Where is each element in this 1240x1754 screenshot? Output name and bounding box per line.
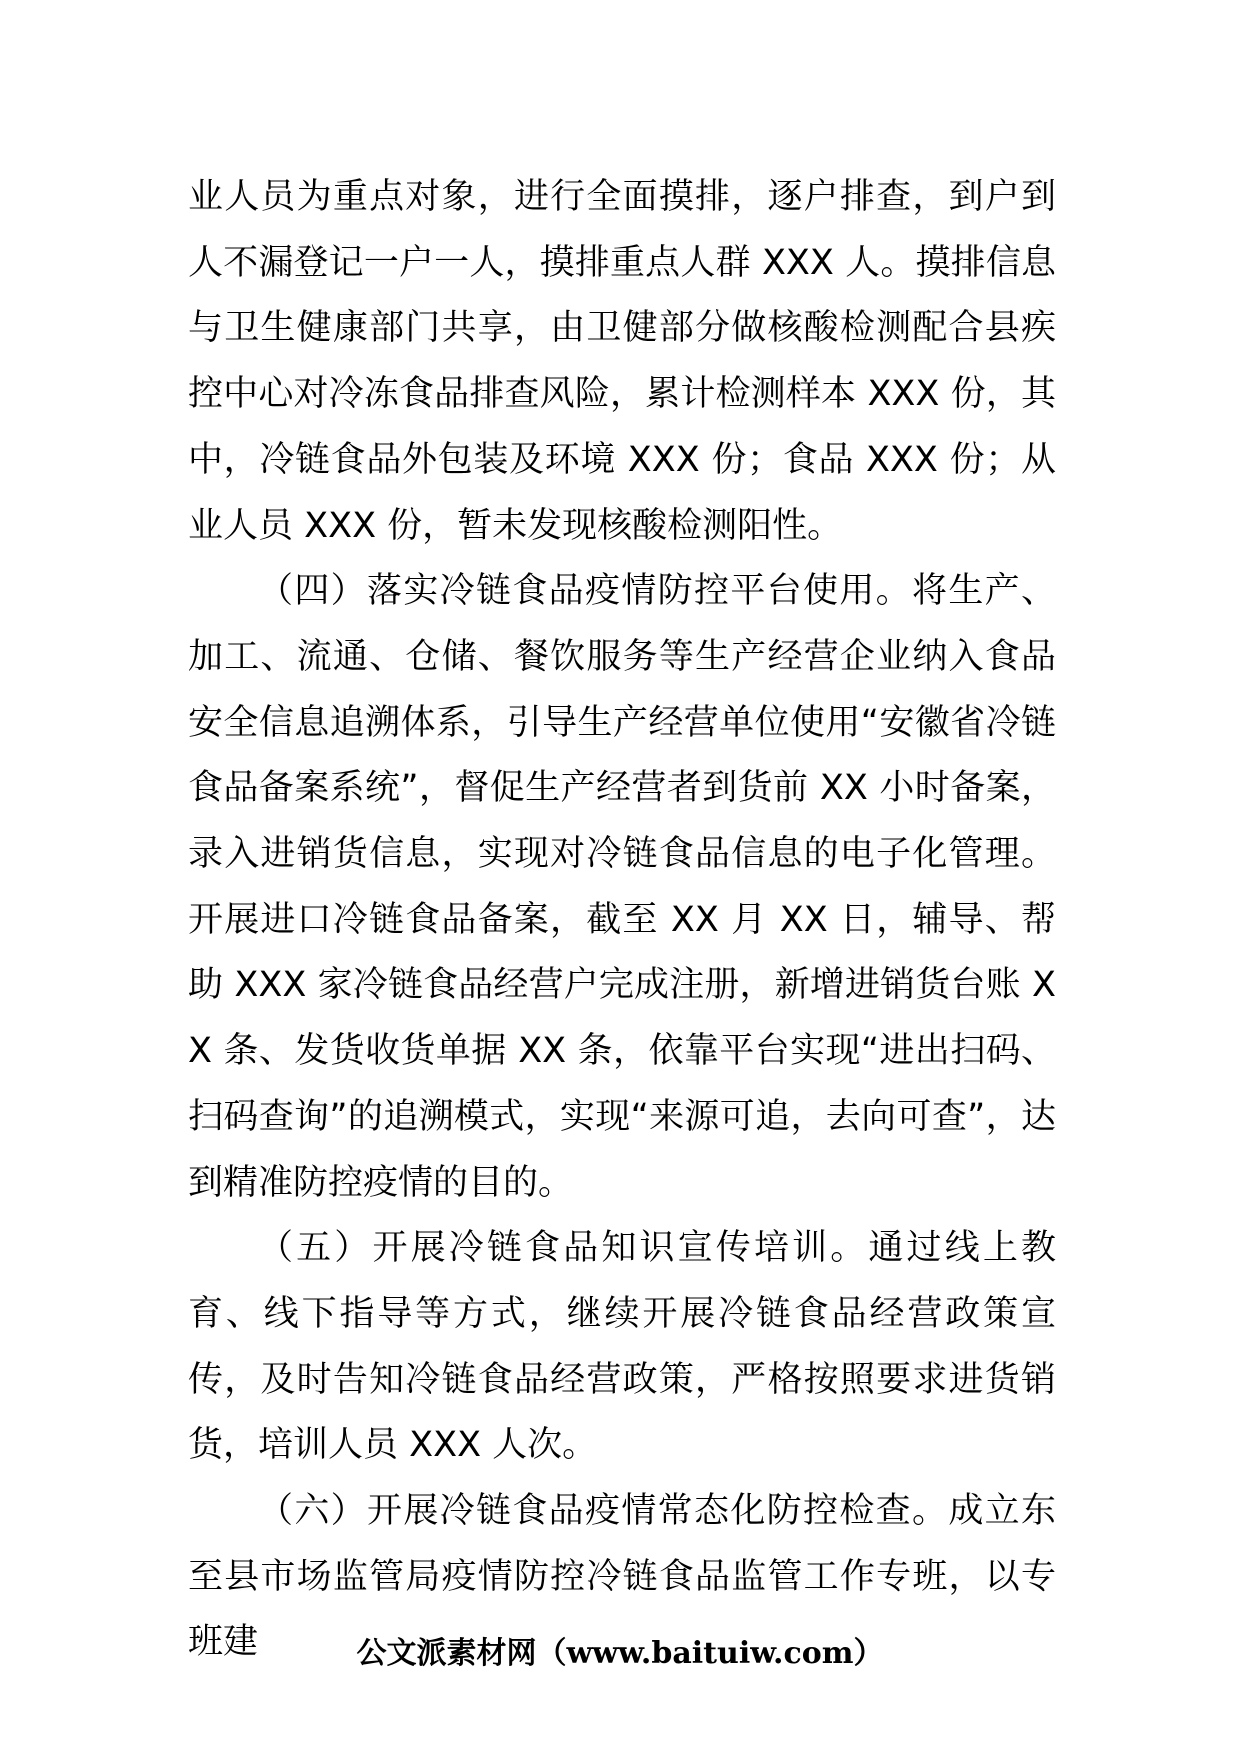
- document-body: [188, 165, 1056, 1676]
- page-footer-watermark: 公文派素材网（www.baituiw.com）: [356, 1636, 884, 1671]
- paragraph-section-4: （四）落实冷链食品疫情防控平台使用。将生产、加工、流通、仓储、餐饮服务等生产经营企业纳入食品安全信息追溯体系，引导生产经营单位使用“安徽省冷链食品备案系统”，督促生产经营者到货前 XX 小时备案，录入进销货信息，实现对冷链食品信息的电子化管理。开展进口冷链食品备案，截至 XX 月 XX 日，辅导、帮助 XXX 家冷链食品经营户完成注册，新增进销货台账 XX 条、发货收货单据 XX 条，依靠平台实现“进出扫码、扫码查询”的追溯模式，实现“来源可追，去向可查”，达到精准防控疫情的目的。: [188, 571, 1056, 1203]
- paragraph-section-6: （六）开展冷链食品疫情常态化防控检查。成立东至县市场监管局疫情防控冷链食品监管工作专班，以专班建: [188, 1491, 1056, 1663]
- paragraph-continuation: 业人员为重点对象，进行全面摸排，逐户排查，到户到人不漏登记一户一人，摸排重点人群 XXX 人。摸排信息与卫生健康部门共享，由卫健部分做核酸检测配合县疾控中心对冷冻食品排查风险，累计检测样本 XXX 份，其中，冷链食品外包装及环境 XXX 份；食品 XXX 份；从业人员 XXX 份，暂未发现核酸检测阳性。: [188, 177, 1056, 546]
- paragraph-section-5: （五）开展冷链食品知识宣传培训。通过线上教育、线下指导等方式，继续开展冷链食品经营政策宣传，及时告知冷链食品经营政策，严格按照要求进货销货，培训人员 XXX 人次。: [188, 1228, 1056, 1466]
